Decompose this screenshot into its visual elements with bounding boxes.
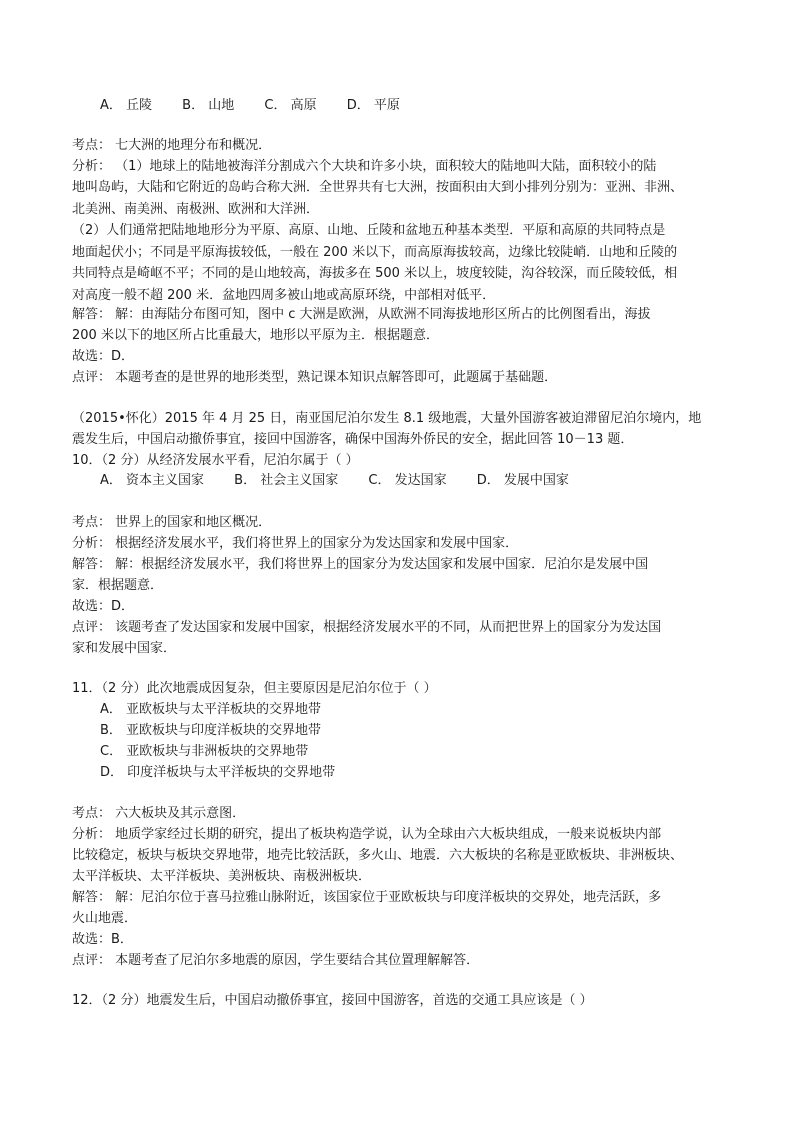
fenxi-line: 分析： （1）地球上的陆地被海洋分割成六个大块和许多小块，面积较大的陆地叫大陆，面积较小的陆: [72, 159, 657, 174]
fenxi-line: 地面起伏小；不同是平原海拔较低，一般在 200 米以下，而高原海拔较高，边缘比较陡峭．山地和丘陵的: [72, 245, 678, 260]
guxuan-line: 故选：B．: [72, 932, 133, 947]
kaodian-line: 考点： 六大板块及其示意图．: [72, 806, 246, 821]
dianping-line: 点评： 该题考查了发达国家和发展中国家，根据经济发展水平的不同，从而把世界上的国家分为发达国: [72, 620, 662, 635]
fenxi-line: 太平洋板块、太平洋板块、美洲板块、南极洲板块．: [72, 869, 372, 884]
jieda-line: 解答： 解：由海陆分布图可知，图中 c 大洲是欧洲，从欧洲不同海拔地形区所占的比例图看出，海拔: [72, 307, 651, 322]
previous-question-options: [100, 96, 400, 116]
option-a: A． 资本主义国家: [100, 473, 205, 488]
fenxi-line: 分析： 地质学家经过长期的研究，提出了板块构造学说，认为全球由六大板块组成，一般来说板块内部: [72, 827, 662, 842]
option-a: A． 丘陵: [100, 98, 153, 113]
jieda-line: 解答： 解：尼泊尔位于喜马拉雅山脉附近，该国家位于亚欧板块与印度洋板块的交界处，地壳活跃，多: [72, 890, 662, 905]
option-b: B． 山地: [182, 98, 235, 113]
option-c: C． 亚欧板块与非洲板块的交界地带: [100, 744, 309, 759]
jieda-line: 家．根据题意．: [72, 578, 164, 593]
jieda-line: 解答： 解：根据经济发展水平，我们将世界上的国家分为发达国家和发展中国家．尼泊尔是发展中国: [72, 557, 649, 572]
option-d: D． 平原: [346, 98, 400, 113]
fenxi-line: 地叫岛屿，大陆和它附近的岛屿合称大洲．全世界共有七大洲，按面积由大到小排列分别为：亚洲、非洲、: [72, 180, 684, 195]
option-c: C． 发达国家: [368, 473, 447, 488]
option-b: B． 亚欧板块与印度洋板块的交界地带: [100, 723, 322, 738]
option-b: B． 社会主义国家: [234, 473, 339, 488]
jieda-line: 200 米以下的地区所占比重最大，地形以平原为主．根据题意．: [72, 328, 439, 343]
option-d: D． 印度洋板块与太平洋板块的交界地带: [100, 765, 336, 780]
dianping-line: 点评： 本题考查了尼泊尔多地震的原因，学生要结合其位置理解解答．: [72, 953, 480, 968]
intro-line: （2015•怀化）2015 年 4 月 25 日，南亚国尼泊尔发生 8.1 级地震，大量外国游客被迫滞留尼泊尔境内，地: [72, 411, 702, 426]
fenxi-line: 北美洲、南美洲、南极洲、欧洲和大洋洲．: [72, 202, 320, 217]
question-12-stem: 12．（2 分）地震发生后，中国启动撤侨事宜，接回中国游客，首选的交通工具应该是（ ）: [72, 993, 593, 1008]
dianping-line: 点评： 本题考查的是世界的地形类型，熟记课本知识点解答即可，此题属于基础题．: [72, 370, 558, 385]
kaodian-line: 考点： 七大洲的地理分布和概况．: [72, 138, 272, 153]
fenxi-line: 分析： 根据经济发展水平，我们将世界上的国家分为发达国家和发展中国家．: [72, 536, 519, 551]
question-10-options: [100, 471, 569, 491]
guxuan-line: 故选：D．: [72, 349, 135, 364]
fenxi-line: 对高度一般不超 200 米．盆地四周多被山地或高原环绕，中部相对低平．: [72, 288, 496, 303]
question-11-stem: 11．（2 分）此次地震成因复杂，但主要原因是尼泊尔位于（ ）: [72, 681, 437, 696]
option-d: D． 发展中国家: [476, 473, 569, 488]
fenxi-line: （2）人们通常把陆地地形分为平原、高原、山地、丘陵和盆地五种基本类型．平原和高原的共同特点是: [72, 223, 666, 238]
option-c: C． 高原: [264, 98, 317, 113]
fenxi-line: 共同特点是崎岖不平；不同的是山地较高，海拔多在 500 米以上，坡度较陡，沟谷较深，而丘陵较低，相: [72, 266, 678, 281]
intro-line: 震发生后，中国启动撤侨事宜，接回中国游客，确保中国海外侨民的安全，据此回答 10－13 题．: [72, 432, 634, 447]
kaodian-line: 考点： 世界上的国家和地区概况．: [72, 515, 272, 530]
jieda-line: 火山地震．: [72, 911, 138, 926]
option-a: A． 亚欧板块与太平洋板块的交界地带: [100, 702, 322, 717]
guxuan-line: 故选：D．: [72, 599, 135, 614]
dianping-line: 家和发展中国家．: [72, 641, 177, 656]
question-10-stem: 10．（2 分）从经济发展水平看，尼泊尔属于（ ）: [72, 453, 359, 468]
fenxi-line: 比较稳定，板块与板块交界地带，地壳比较活跃，多火山、地震．六大板块的名称是亚欧板块、非洲板块、: [72, 848, 684, 863]
